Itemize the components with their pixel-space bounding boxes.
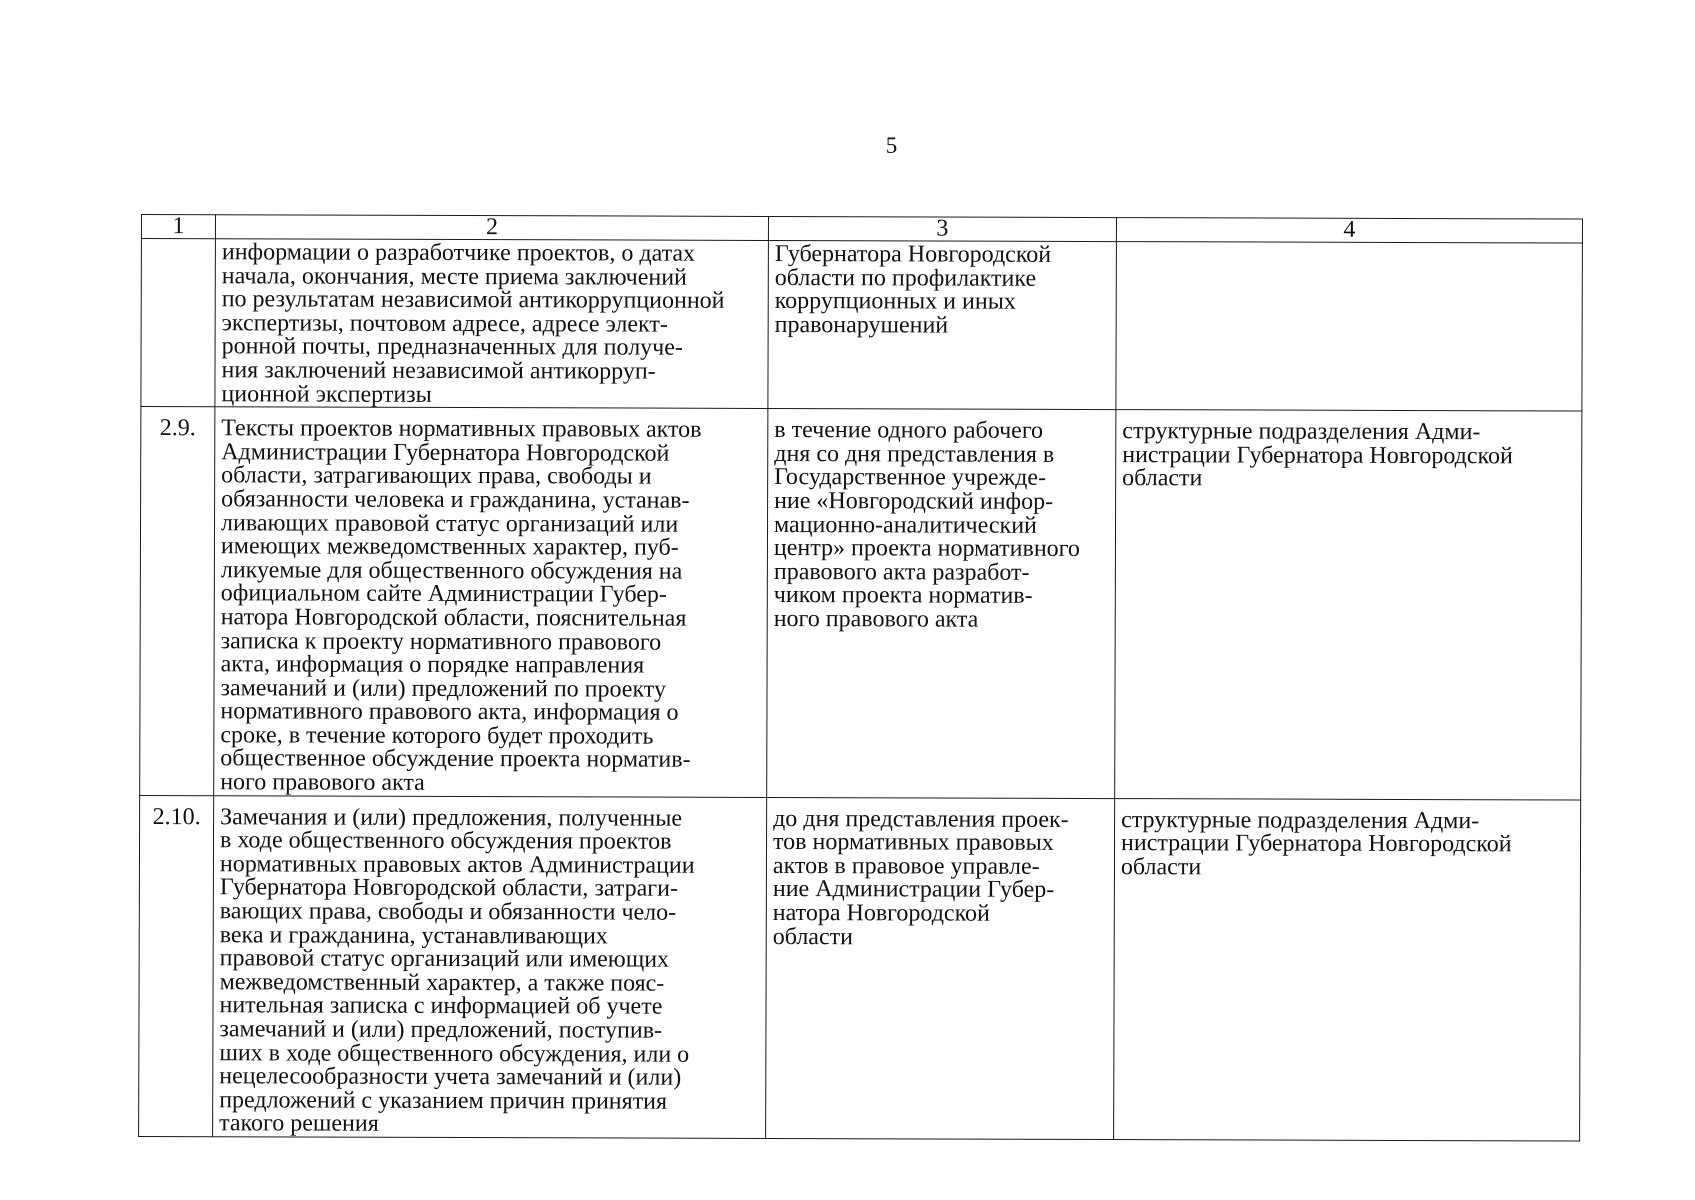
cell-text-line: ликуемые для общественного обсуждения на: [220, 556, 683, 585]
cell-text-line: структурные подразделения Адми-: [1121, 806, 1480, 834]
cell-col4: [1114, 798, 1581, 1141]
row-number: [141, 239, 216, 407]
cell-text-line: правовой статус организаций или имеющих: [219, 945, 670, 973]
document-table: [138, 214, 1583, 1141]
row-number: 2.10.: [139, 795, 214, 1137]
cell-text-line: века и гражданина, устанавливающих: [219, 921, 608, 950]
cell-text-line: актов в правовое управле-: [772, 852, 1040, 880]
cell-text-line: Губернатора Новгородской области, затраги-: [219, 874, 679, 903]
cell-text-line: официальном сайте Администрации Губер-: [220, 580, 667, 608]
table-row: [139, 795, 1581, 1141]
cell-text-line: начала, окончания, месте приема заключений: [221, 262, 687, 291]
cell-text-line: нистрации Губернатора Новгородской: [1120, 830, 1512, 858]
header-col-1: 1: [141, 215, 215, 239]
cell-text-line: тов нормативных правовых: [772, 829, 1054, 857]
cell-text-line: коррупционных и иных: [774, 288, 1016, 315]
cell-text-line: области: [1122, 465, 1203, 492]
cell-text-line: до дня представления проек-: [773, 805, 1069, 833]
cell-col3: [766, 797, 1115, 1139]
cell-text-line: вающих права, свободы и обязанности чело-: [219, 898, 677, 926]
cell-col3: [768, 240, 1117, 409]
cell-text-line: замечаний и (или) предложений по проекту: [220, 674, 667, 703]
cell-text-line: мационно-аналитический: [773, 511, 1037, 539]
cell-text-line: Губернатора Новгородской: [774, 240, 1052, 268]
cell-text-line: по результатам независимой антикоррупционной: [221, 286, 725, 315]
cell-text-line: записка к проекту нормативного правового: [220, 627, 662, 656]
cell-text-line: обязанности человека и гражданина, устанав-: [221, 486, 690, 514]
cell-text-line: экспертизы, почтовом адресе, адресе элект-: [221, 310, 668, 338]
header-col-2: 2: [215, 215, 768, 241]
cell-text-line: правового акта разработ-: [773, 558, 1030, 586]
cell-text-line: ния заключений независимой антикорруп-: [221, 357, 656, 385]
cell-col4: [1115, 410, 1582, 800]
cell-text-line: нительная записка с информацией об учете: [219, 992, 663, 1021]
cell-text-line: Замечания и (или) предложения, полученные: [220, 803, 683, 832]
cell-text-line: дня со дня представления в: [774, 440, 1055, 468]
cell-text-line: ронной почты, предназначенных для получе-: [221, 333, 683, 362]
cell-text-line: нистрации Губернатора Новгородской: [1122, 441, 1513, 470]
header-col-3: 3: [768, 216, 1116, 241]
cell-text-line: такого решения: [219, 1110, 379, 1138]
row-number: 2.9.: [140, 407, 215, 796]
cell-text-line: общественное обсуждение проекта норматив-: [220, 745, 691, 774]
cell-col2: [213, 795, 767, 1138]
cell-text-line: области, затрагивающих права, свободы и: [221, 462, 652, 490]
cell-col3: [767, 409, 1116, 799]
cell-text-line: чиком проекта норматив-: [773, 582, 1033, 610]
cell-text-line: замечаний и (или) предложений, поступив-: [219, 1016, 663, 1044]
cell-text-line: натора Новгородской области, пояснительная: [220, 604, 687, 632]
table-row: [140, 407, 1582, 800]
cell-text-line: в ходе общественного обсуждения проектов: [219, 827, 672, 855]
cell-text-line: ших в ходе общественного обсуждения, или о: [219, 1039, 690, 1068]
header-col-4: 4: [1116, 218, 1582, 243]
cell-text-line: ние «Новгородский инфор-: [774, 487, 1054, 515]
cell-text-line: Государственное учрежде-: [774, 464, 1047, 492]
cell-text-line: натора Новгородской: [772, 900, 990, 927]
cell-text-line: сроке, в течение которого будет проходить: [220, 722, 654, 750]
cell-text-line: имеющих межведомственных характер, пуб-: [220, 533, 679, 561]
cell-text-line: правонарушений: [774, 311, 949, 339]
cell-text-line: Администрации Губернатора Новгородской: [221, 439, 670, 467]
cell-text-line: нормативного правового акта, информация о: [220, 698, 679, 726]
cell-text-line: Тексты проектов нормативных правовых актов: [221, 415, 702, 443]
cell-col4: [1116, 242, 1583, 412]
cell-text-line: ние Администрации Губер-: [772, 876, 1055, 904]
cell-text-line: ного правового акта: [773, 605, 979, 633]
cell-text-line: области: [1120, 853, 1202, 881]
cell-text-line: информации о разработчике проектов, о датах: [221, 239, 696, 267]
cell-text-line: ливающих правовой статус организаций или: [220, 509, 679, 538]
cell-text-line: области: [772, 923, 854, 950]
cell-text-line: предложений с указанием причин принятия: [219, 1087, 668, 1115]
cell-text-line: нецелесообразности учета замечаний и (или): [219, 1063, 682, 1091]
cell-text-line: ного правового акта: [220, 769, 425, 796]
cell-text-line: нормативных правовых актов Администрации: [219, 851, 695, 879]
cell-text-line: акта, информация о порядке направления: [220, 651, 645, 679]
cell-text-line: межведомственный характер, а также пояс-: [219, 969, 665, 997]
cell-col2: [215, 239, 769, 409]
cell-text-line: в течение одного рабочего: [774, 417, 1044, 444]
page-number: 5: [885, 133, 898, 158]
cell-text-line: ционной экспертизы: [221, 380, 432, 408]
table-row: [141, 239, 1583, 412]
cell-text-line: области по профилактике: [774, 264, 1037, 292]
cell-text-line: центр» проекта нормативного: [773, 535, 1080, 563]
cell-col2: [214, 407, 768, 797]
cell-text-line: структурные подразделения Адми-: [1122, 418, 1481, 446]
